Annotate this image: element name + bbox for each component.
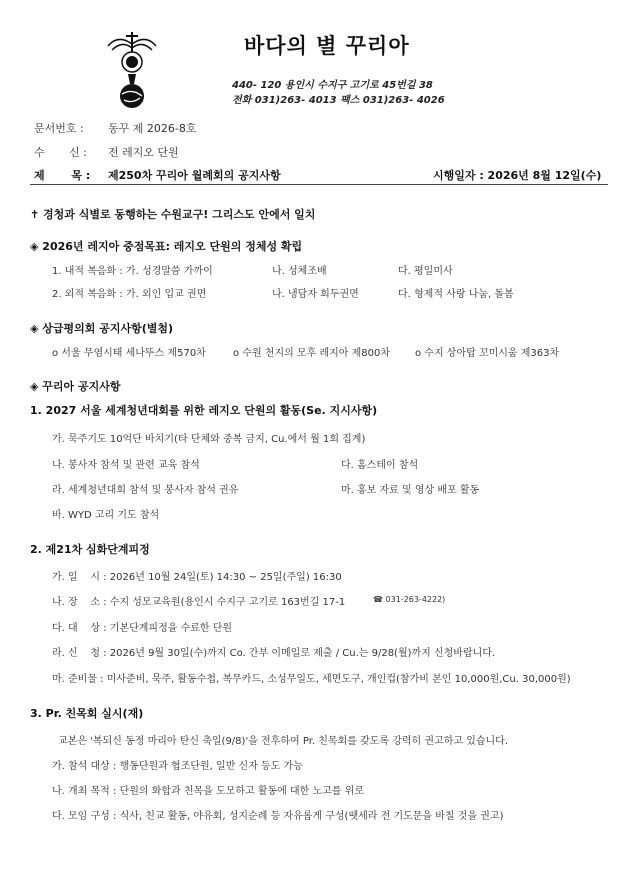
notice-wyd-item-da: 다. 홈스테이 참석 — [341, 460, 419, 471]
retreat-target: 다. 대 상 : 기본단계피정을 수료한 단원 — [52, 623, 233, 634]
outer-evangelization-item-na: 나. 냉담자 회두권면 — [272, 289, 359, 300]
comitium-item: o 수지 상아탑 꼬미시움 제363차 — [415, 348, 560, 359]
retreat-place-phone: ☎ 031-263-4222) — [373, 595, 446, 604]
notice-wyd-item-ga: 가. 묵주기도 10억단 바치기(타 단체와 중복 금지, Cu.에서 월 1회 집계) — [52, 434, 366, 445]
subject-value: 제250차 꾸리아 월례회의 공지사항 — [108, 169, 281, 182]
regia-item: o 수원 천지의 모후 레지아 제800차 — [233, 348, 391, 359]
praesidium-social-composition: 다. 모임 구성 : 식사, 친교 활동, 야유회, 성지순례 등 자유롭게 구성(뗏세라 전 기도문을 바칠 것을 권고) — [52, 811, 504, 822]
outer-evangelization-item-da: 다. 형제적 사랑 나눔, 돌봄 — [398, 289, 514, 300]
subject-label: 제 목 : — [34, 169, 91, 182]
recipient-value: 전 레지오 단원 — [108, 146, 179, 159]
recipient-label: 수 신 : — [34, 146, 87, 159]
senatus-item: o 서울 무염시태 세나뚜스 제570차 — [52, 348, 206, 359]
inner-evangelization-item-ga: 1. 내적 복음화 : 가. 성경말씀 가까이 — [52, 266, 213, 277]
outer-evangelization-item-ga: 2. 외적 복음화 : 가. 외인 입교 권면 — [52, 289, 207, 300]
header-divider — [30, 184, 608, 185]
curia-emblem-logo — [104, 28, 160, 110]
issue-date: 시행일자 : 2026년 8월 12일(수) — [433, 169, 602, 182]
address-line: 440- 120 용인시 수지구 고기로 45번길 38 — [232, 80, 433, 91]
praesidium-social-purpose: 나. 개최 목적 : 단원의 화합과 친목을 도모하고 활동에 대한 노고를 위로 — [52, 786, 364, 797]
diocese-motto: ✝ 경청과 식별로 동행하는 수원교구! 그리스도 안에서 일치 — [30, 208, 316, 221]
retreat-application: 라. 신 청 : 2026년 9월 30일(수)까지 Co. 간부 이메일로 제출 / Cu.는 9/28(월)까지 신청바랍니다. — [52, 648, 496, 659]
notice-wyd-item-ma: 마. 홍보 자료 및 영상 배포 활동 — [341, 485, 480, 496]
contact-line: 전화 031)263- 4013 팩스 031)263- 4026 — [232, 95, 445, 106]
retreat-supplies: 마. 준비물 : 미사준비, 묵주, 활동수첩, 복무카드, 소성무일도, 세면도구, 개인컵(참가비 본인 10,000원,Cu. 30,000원) — [52, 674, 571, 685]
notice-wyd-item-na: 나. 봉사자 참석 및 관련 교육 참석 — [52, 460, 200, 471]
notice-wyd-item-ba: 바. WYD 고리 기도 참석 — [52, 510, 160, 521]
retreat-date: 가. 일 시 : 2026년 10월 24일(토) 14:30 ~ 25일(주일) 16:30 — [52, 572, 342, 583]
notice-praesidium-social-heading: 3. Pr. 친목회 실시(재) — [30, 707, 144, 720]
inner-evangelization-item-da: 다. 평일미사 — [398, 266, 453, 277]
doc-number-label: 문서번호 : — [34, 122, 84, 135]
section-higher-council-heading: ◈ 상급평의회 공지사항(별첨) — [30, 322, 174, 335]
praesidium-social-intro: 교본은 '복되신 동정 마리아 탄신 축일(9/8)'을 전후하여 Pr. 친목회를 갖도록 강력히 권고하고 있습니다. — [58, 736, 509, 747]
notice-wyd-heading: 1. 2027 서울 세계청년대회를 위한 레지오 단원의 활동(Se. 지시사항) — [30, 404, 378, 417]
section-curia-notices-heading: ◈ 꾸리아 공지사항 — [30, 380, 121, 393]
section-2026-goals-heading: ◈ 2026년 레지아 중점목표: 레지오 단원의 정체성 확립 — [30, 240, 303, 253]
notice-wyd-item-ra: 라. 세계청년대회 참석 및 봉사자 참석 권유 — [52, 485, 239, 496]
praesidium-social-target: 가. 참석 대상 : 행동단원과 협조단원, 일반 신자 등도 가능 — [52, 761, 303, 772]
retreat-place: 나. 장 소 : 수지 성모교육원(용인시 수지구 고기로 163번길 17-1 — [52, 597, 346, 608]
notice-retreat-heading: 2. 제21차 심화단계피정 — [30, 543, 150, 556]
organization-title: 바다의 별 꾸리아 — [244, 34, 410, 58]
inner-evangelization-item-na: 나. 성체조배 — [272, 266, 327, 277]
doc-number-value: 동꾸 제 2026-8호 — [108, 122, 197, 135]
